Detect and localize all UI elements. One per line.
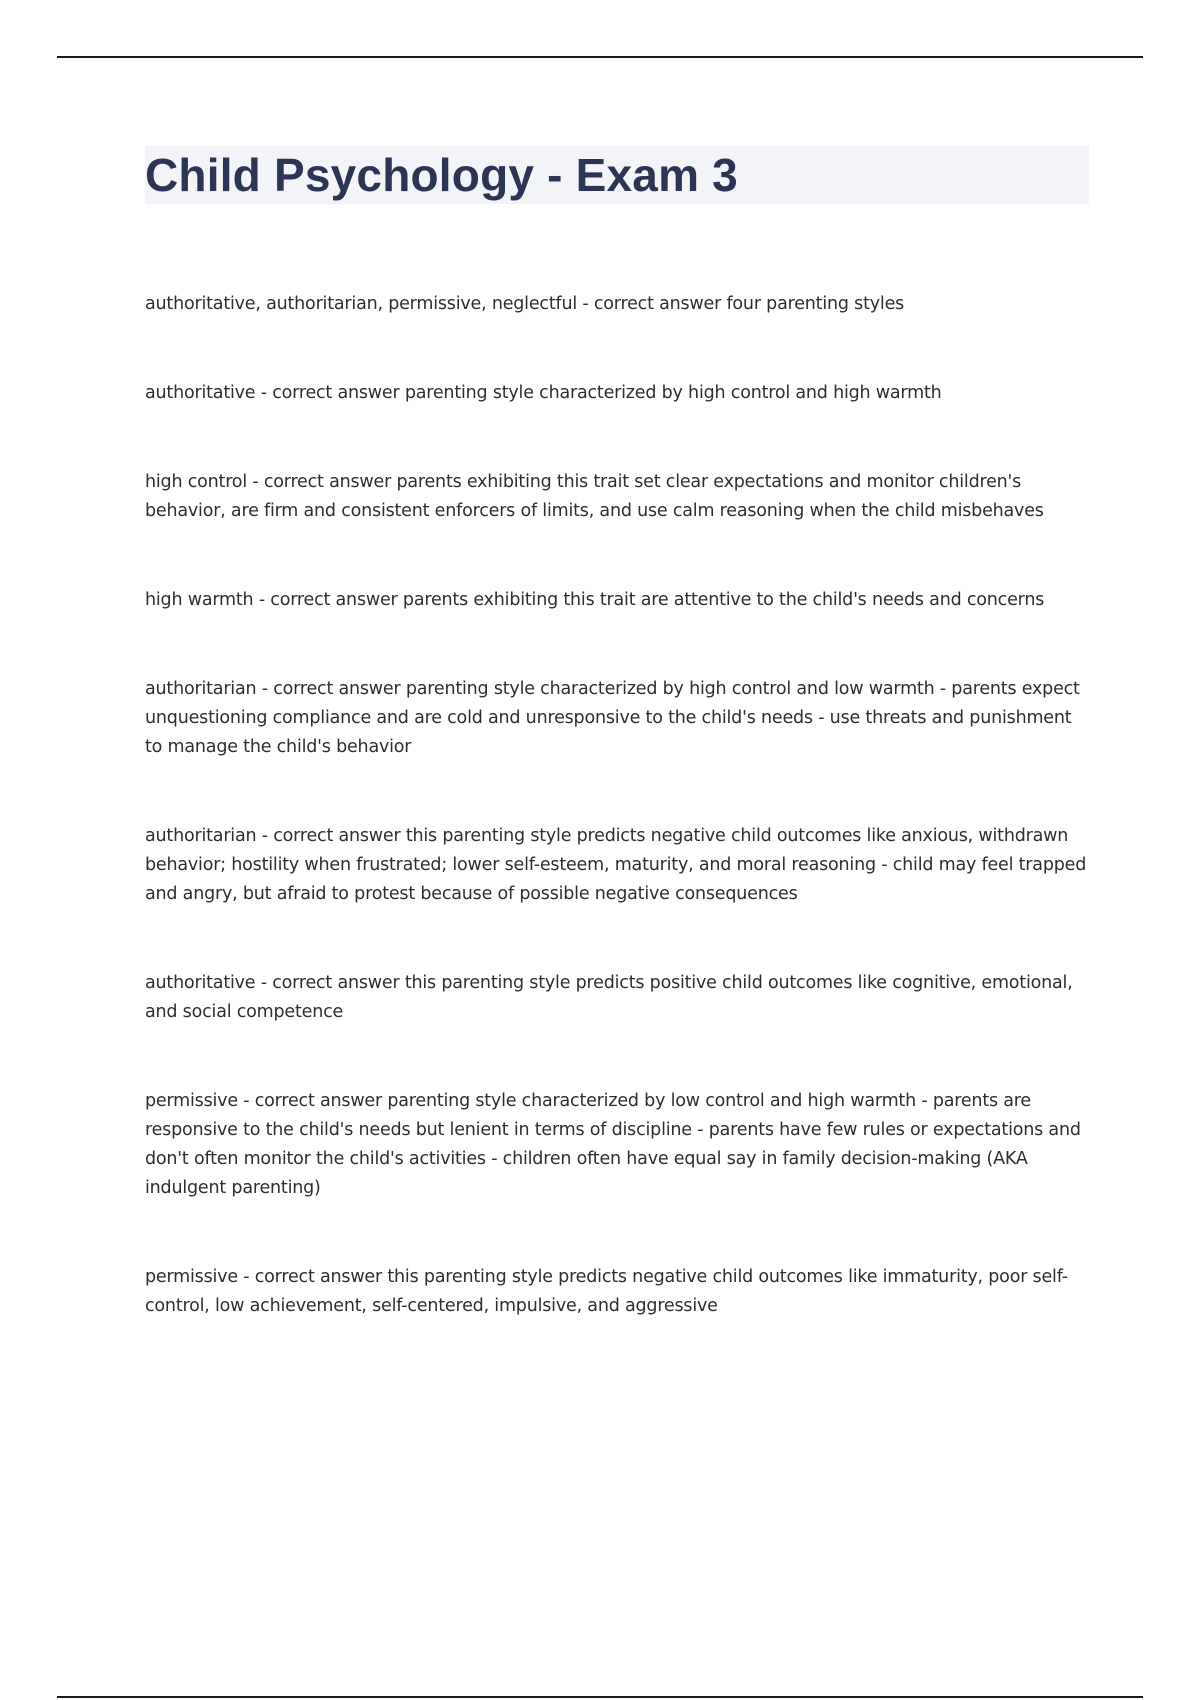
flashcard (145, 675, 1090, 762)
card-definition: parenting style characterized by low control and high warmth - parents are responsive to the child's needs but lenient in terms of discipline - parents have few rules or expectations and don't often monitor the child's activities - children often have equal say in family decision-making (AKA indulgent parenting) (145, 1091, 1081, 1198)
bottom-rule (57, 1696, 1143, 1698)
card-term: authoritarian (145, 679, 257, 699)
card-term: permissive (145, 1091, 238, 1111)
card-term: authoritative (145, 973, 256, 993)
card-definition: parenting style characterized by high control and low warmth - parents expect unquestioning compliance and are cold and unresponsive to the child's needs - use threats and punishment to manage the child's behavior (145, 679, 1080, 757)
flashcard (145, 290, 1090, 319)
card-separator: - correct answer (256, 679, 406, 699)
flashcard (145, 468, 1090, 526)
card-definition: this parenting style predicts positive child outcomes like cognitive, emotional, and social competence (145, 973, 1073, 1022)
flashcard (145, 969, 1090, 1027)
card-term: authoritarian (145, 826, 257, 846)
card-term: permissive (145, 1267, 238, 1287)
card-separator: - correct answer (237, 1267, 388, 1287)
card-definition: four parenting styles (726, 294, 905, 314)
card-separator: - correct answer (577, 294, 727, 314)
card-separator: - correct answer (246, 472, 397, 492)
card-separator: - correct answer (237, 1091, 388, 1111)
card-separator: - correct answer (255, 383, 405, 403)
card-definition: parenting style characterized by high control and high warmth (404, 383, 942, 403)
card-term: high control (145, 472, 247, 492)
card-term: authoritative, authoritarian, permissive, neglectful (145, 294, 578, 314)
card-separator: - correct answer (255, 973, 405, 993)
top-rule (57, 56, 1143, 58)
flashcard (145, 822, 1090, 909)
card-definition: this parenting style predicts negative child outcomes like immaturity, poor self-control, low achievement, self-centered, impulsive, and aggressive (145, 1267, 1068, 1316)
page-title: Child Psychology - Exam 3 (145, 149, 738, 201)
card-definition: parents exhibiting this trait are attentive to the child's needs and concerns (402, 590, 1045, 610)
card-term: high warmth (145, 590, 254, 610)
card-separator: - correct answer (253, 590, 403, 610)
flashcard (145, 1087, 1090, 1203)
flashcard (145, 379, 1090, 408)
card-term: authoritative (145, 383, 256, 403)
card-definition: this parenting style predicts negative child outcomes like anxious, withdrawn behavior; hostility when frustrated; lower self-esteem, maturity, and moral reasoning - child may feel trapped and angry, but afraid to protest because of possible negative consequences (145, 826, 1087, 904)
flashcard-list (145, 290, 1090, 1381)
flashcard (145, 586, 1090, 615)
card-definition: parents exhibiting this trait set clear expectations and monitor children's behavior, are firm and consistent enforcers of limits, and use calm reasoning when the child misbehaves (145, 472, 1044, 521)
card-separator: - correct answer (256, 826, 406, 846)
flashcard (145, 1263, 1090, 1321)
